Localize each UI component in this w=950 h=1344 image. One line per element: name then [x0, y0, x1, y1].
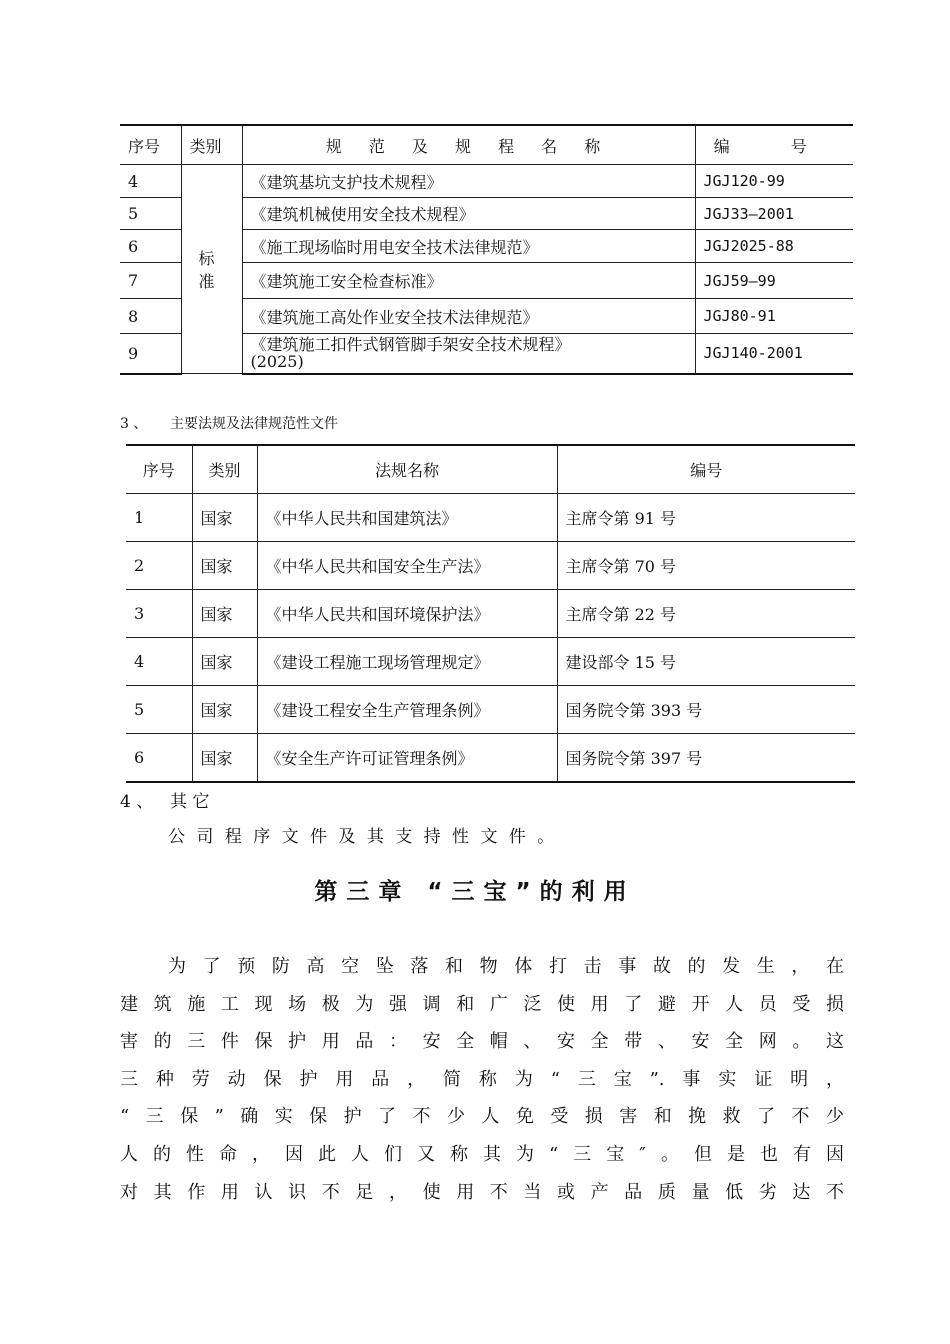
table-row: [126, 590, 855, 638]
row-no: 6: [120, 230, 181, 263]
section-title: 其 它: [170, 792, 210, 812]
section-title: 主要法规及法律规范性文件: [170, 416, 338, 432]
header-no: 序号: [120, 125, 181, 165]
row-no: 4: [126, 638, 192, 686]
row-no: 6: [126, 734, 192, 783]
row-name: 《中华人民共和国环境保护法》: [257, 590, 557, 638]
paragraph-line: 对其作用认识不足，使用不当或产品质量低劣达不: [120, 1181, 844, 1203]
row-code: JGJ140-2001: [695, 334, 853, 374]
table-header-row: [120, 125, 853, 165]
row-code: 建设部令 15 号: [557, 638, 855, 686]
paragraph-line: 为了预防高空坠落和物体打击事故的发生，在: [168, 956, 844, 977]
category-cell: 标 准: [181, 165, 242, 374]
section-3-heading: [120, 413, 338, 433]
body-paragraph: [120, 948, 844, 1211]
table-row: [126, 686, 855, 734]
row-category: 国家: [192, 638, 257, 686]
row-no: 8: [120, 299, 181, 334]
row-name-line2: (2025): [250, 352, 304, 372]
header-category: 类别: [181, 125, 242, 165]
row-name: 《建设工程安全生产管理条例》: [257, 686, 557, 734]
row-name: 《建筑机械使用安全技术规程》: [242, 198, 695, 230]
header-category: 类别: [192, 445, 257, 494]
chapter-title: 第三章 “三宝”的利用: [314, 879, 636, 905]
row-name: 《中华人民共和国建筑法》: [257, 494, 557, 542]
row-no: 5: [126, 686, 192, 734]
row-no: 2: [126, 542, 192, 590]
row-no: 7: [120, 263, 181, 299]
row-category: 国家: [192, 734, 257, 783]
paragraph-line: 害的三件保护用品：安全帽、安全带、安全网。这: [120, 1031, 844, 1053]
row-no: 1: [126, 494, 192, 542]
row-code: JGJ80-91: [695, 299, 853, 334]
row-code: JGJ120-99: [695, 165, 853, 198]
row-name: [242, 334, 695, 374]
row-name: 《建设工程施工现场管理规定》: [257, 638, 557, 686]
row-name: 《中华人民共和国安全生产法》: [257, 542, 557, 590]
row-category: 国家: [192, 494, 257, 542]
row-code: 国务院令第 393 号: [557, 686, 855, 734]
standards-table: [120, 124, 853, 375]
paragraph-line: 建筑施工现场极为强调和广泛使用了避开人员受损: [120, 993, 844, 1015]
header-no: 序号: [126, 445, 192, 494]
table-row: [126, 638, 855, 686]
row-category: 国家: [192, 686, 257, 734]
table-row: [120, 165, 853, 198]
row-code: JGJ33—2001: [695, 198, 853, 230]
row-name: 《建筑基坑支护技术规程》: [242, 165, 695, 198]
paragraph-line: 人的性命，因此人们又称其为“三宝″。但是也有因: [120, 1143, 844, 1165]
row-code: JGJ59—99: [695, 263, 853, 299]
row-no: 4: [120, 165, 181, 198]
table-row: [126, 542, 855, 590]
header-name: 规 范 及 规 程 名 称: [242, 125, 695, 165]
row-name: 《建筑施工高处作业安全技术法律规范》: [242, 299, 695, 334]
row-name: 《建筑施工安全检查标准》: [242, 263, 695, 299]
row-code: 国务院令第 397 号: [557, 734, 855, 783]
row-no: 5: [120, 198, 181, 230]
header-name: 法规名称: [257, 445, 557, 494]
regulations-table: [126, 444, 855, 783]
row-code: 主席令第 91 号: [557, 494, 855, 542]
section-4-heading: [120, 787, 209, 812]
row-category: 国家: [192, 590, 257, 638]
row-no: 3: [126, 590, 192, 638]
header-code: 编号: [557, 445, 855, 494]
section-4-body: 公 司 程 序 文 件 及 其 支 持 性 文 件 。: [168, 827, 558, 847]
header-code: 编 号: [695, 125, 853, 165]
row-code: JGJ2025-88: [695, 230, 853, 263]
row-name: 《安全生产许可证管理条例》: [257, 734, 557, 783]
paragraph-line: “三保”确实保护了不少人免受损害和挽救了不少: [120, 1106, 844, 1128]
section-number: 4 、: [120, 792, 154, 812]
table-row: [126, 734, 855, 783]
row-no: 9: [120, 334, 181, 374]
row-code: 主席令第 70 号: [557, 542, 855, 590]
table-row: [126, 494, 855, 542]
row-code: 主席令第 22 号: [557, 590, 855, 638]
row-name: 《施工现场临时用电安全技术法律规范》: [242, 230, 695, 263]
row-category: 国家: [192, 542, 257, 590]
paragraph-line: 三种劳动保护用品，简称为“三宝”.事实证明，: [120, 1068, 844, 1090]
row-name-line1: 《建筑施工扣件式钢管脚手架安全技术规程》: [250, 335, 571, 355]
section-number: 3 、: [120, 416, 148, 432]
table-header-row: [126, 445, 855, 494]
